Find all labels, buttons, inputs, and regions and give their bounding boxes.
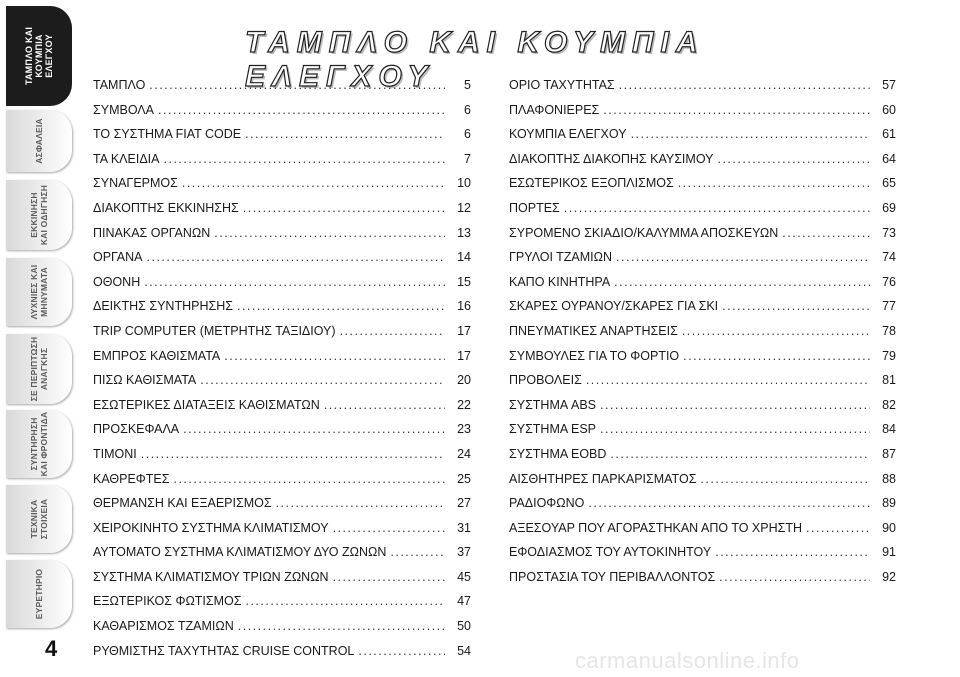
toc-entry: ΕΦΟΔΙΑΣΜΟΣ ΤΟΥ ΑΥΤΟΚΙΝΗΤΟΥ	[509, 545, 712, 560]
toc-page-number: 6	[464, 102, 471, 117]
toc-row[interactable]	[509, 521, 896, 546]
toc-entry: ΠΟΡΤΕΣ	[509, 200, 560, 215]
toc-entry: ΣΥΣΤΗΜΑ ESP	[509, 422, 596, 437]
toc-page-number: 50	[457, 619, 471, 634]
toc-page-number: 82	[882, 397, 896, 412]
toc-leader-dots	[614, 275, 870, 289]
toc-leader-dots	[616, 250, 870, 264]
toc-row[interactable]	[93, 152, 471, 177]
toc-row[interactable]	[509, 127, 896, 152]
toc-page-number: 16	[457, 299, 471, 314]
toc-leader-dots	[173, 472, 445, 486]
toc-page-number: 45	[457, 569, 471, 584]
toc-entry: ΣΚΑΡΕΣ ΟΥΡΑΝΟΥ/ΣΚΑΡΕΣ ΓΙΑ ΣΚΙ	[509, 299, 719, 314]
toc-page-number: 87	[882, 446, 896, 461]
toc-row[interactable]	[509, 324, 896, 349]
page-title: ΤΑΜΠΛΟ ΚΑΙ ΚΟΥΜΠΙΑ ΕΛΕΓΧΟΥ	[245, 26, 704, 93]
toc-page-number: 54	[457, 643, 471, 658]
tab-label: ΣΥΝΤΗΡΗΣΗ ΚΑΙ ΦΡΟΝΤΙΔΑ	[29, 411, 49, 477]
toc-page-number: 77	[882, 299, 896, 314]
toc-page-number: 78	[882, 323, 896, 338]
toc-row[interactable]	[509, 299, 896, 324]
toc-row[interactable]	[93, 201, 471, 226]
toc-row[interactable]	[509, 422, 896, 447]
toc-page-number: 23	[457, 422, 471, 437]
toc-entry: ΑΥΤΟΜΑΤΟ ΣΥΣΤΗΜΑ ΚΛΙΜΑΤΙΣΜΟΥ ΔΥΟ ΖΩΝΩΝ	[93, 545, 387, 560]
toc-row[interactable]	[93, 398, 471, 423]
toc-right-column	[509, 78, 896, 594]
toc-entry: ΣΥΡΟΜΕΝΟ ΣΚΙΑΔΙΟ/ΚΑΛΥΜΜΑ ΑΠΟΣΚΕΥΩΝ	[509, 225, 779, 240]
toc-entry: ΠΙΝΑΚΑΣ ΟΡΓΑΝΩΝ	[93, 225, 211, 240]
toc-leader-dots	[183, 422, 445, 436]
toc-leader-dots	[214, 226, 445, 240]
toc-leader-dots	[715, 545, 870, 559]
tab-lights-messages[interactable]	[6, 258, 72, 326]
toc-row[interactable]	[93, 275, 471, 300]
toc-row[interactable]	[93, 472, 471, 497]
toc-row[interactable]	[509, 275, 896, 300]
toc-page-number: 13	[457, 225, 471, 240]
toc-entry: ΔΕΙΚΤΗΣ ΣΥΝΤΗΡΗΣΗΣ	[93, 299, 233, 314]
toc-leader-dots	[588, 496, 870, 510]
toc-page-number: 37	[457, 545, 471, 560]
toc-entry: ΣΥΜΒΟΥΛΕΣ ΓΙΑ ΤΟ ΦΟΡΤΙΟ	[509, 348, 680, 363]
toc-leader-dots	[243, 201, 445, 215]
toc-leader-dots	[619, 78, 870, 92]
toc-leader-dots	[390, 545, 445, 559]
tab-label: ΑΣΦΑΛΕΙΑ	[34, 118, 44, 164]
toc-entry: ΕΣΩΤΕΡΙΚΟΣ ΕΞΟΠΛΙΣΜΟΣ	[509, 176, 674, 191]
toc-row[interactable]	[93, 619, 471, 644]
toc-leader-dots	[358, 644, 445, 658]
toc-row[interactable]	[93, 103, 471, 128]
toc-row[interactable]	[93, 545, 471, 570]
toc-leader-dots	[324, 398, 445, 412]
toc-entry: ΕΣΩΤΕΡΙΚΕΣ ΔΙΑΤΑΞΕΙΣ ΚΑΘΙΣΜΑΤΩΝ	[93, 397, 320, 412]
toc-row[interactable]	[509, 496, 896, 521]
toc-entry: ΟΡΓΑΝΑ	[93, 250, 143, 265]
toc-entry: ΠΙΣΩ ΚΑΘΙΣΜΑΤΑ	[93, 373, 197, 388]
toc-page-number: 6	[464, 127, 471, 142]
tab-safety[interactable]	[6, 110, 72, 172]
toc-row[interactable]	[93, 422, 471, 447]
tab-dashboard-controls[interactable]	[6, 6, 72, 106]
toc-entry: ΣΥΣΤΗΜΑ EOBD	[509, 446, 607, 461]
toc-entry: ΠΡΟΣΚΕΦΑΛΑ	[93, 422, 180, 437]
toc-row[interactable]	[509, 78, 896, 103]
toc-leader-dots	[782, 226, 870, 240]
toc-leader-dots	[158, 103, 445, 117]
toc-leader-dots	[224, 349, 445, 363]
toc-entry: ΤΑ ΚΛΕΙΔΙΑ	[93, 151, 160, 166]
toc-leader-dots	[722, 299, 870, 313]
toc-page-number: 47	[457, 594, 471, 609]
toc-leader-dots	[564, 201, 870, 215]
page-number: 4	[45, 636, 58, 661]
toc-page-number: 24	[457, 446, 471, 461]
tab-maintenance[interactable]	[6, 410, 72, 478]
toc-leader-dots	[237, 299, 445, 313]
toc-row[interactable]	[93, 644, 471, 669]
toc-row[interactable]	[509, 472, 896, 497]
toc-page-number: 27	[457, 496, 471, 511]
toc-entry: ΕΜΠΡΟΣ ΚΑΘΙΣΜΑΤΑ	[93, 348, 221, 363]
toc-entry: ΔΙΑΚΟΠΤΗΣ ΕΚΚΙΝΗΣΗΣ	[93, 200, 239, 215]
toc-entry: ΑΞΕΣΟΥΑΡ ΠΟΥ ΑΓΟΡΑΣΤΗΚΑΝ ΑΠΟ ΤΟ ΧΡΗΣΤΗ	[509, 520, 803, 535]
toc-leader-dots	[200, 373, 445, 387]
tab-emergency[interactable]	[6, 334, 72, 404]
toc-entry: ΣΥΝΑΓΕΡΜΟΣ	[93, 176, 178, 191]
toc-page-number: 91	[882, 545, 896, 560]
toc-page-number: 22	[457, 397, 471, 412]
toc-leader-dots	[333, 521, 445, 535]
toc-row[interactable]	[509, 570, 896, 595]
toc-entry: ΓΡΥΛΟΙ ΤΖΑΜΙΩΝ	[509, 250, 613, 265]
toc-page-number: 14	[457, 250, 471, 265]
toc-entry: ΔΙΑΚΟΠΤΗΣ ΔΙΑΚΟΠΗΣ ΚΑΥΣΙΜΟΥ	[509, 151, 714, 166]
toc-leader-dots	[719, 570, 870, 584]
toc-leader-dots	[238, 619, 445, 633]
toc-leader-dots	[245, 594, 445, 608]
toc-page-number: 10	[457, 176, 471, 191]
toc-entry: ΡΑΔΙΟΦΩΝΟ	[509, 496, 585, 511]
toc-row[interactable]	[93, 176, 471, 201]
toc-entry: ΠΝΕΥΜΑΤΙΚΕΣ ΑΝΑΡΤΗΣΕΙΣ	[509, 323, 678, 338]
toc-page-number: 89	[882, 496, 896, 511]
toc-entry: ΠΡΟΣΤΑΣΙΑ ΤΟΥ ΠΕΡΙΒΑΛΛΟΝΤΟΣ	[509, 569, 716, 584]
toc-leader-dots	[340, 324, 445, 338]
toc-page-number: 76	[882, 274, 896, 289]
tab-label: ΛΥΧΝΙΕΣ ΚΑΙ ΜΗΝΥΜΑΤΑ	[29, 264, 49, 320]
toc-leader-dots	[333, 570, 445, 584]
toc-row[interactable]	[509, 226, 896, 251]
toc-entry: ΠΡΟΒΟΛΕΙΣ	[509, 373, 582, 388]
toc-page-number: 5	[464, 78, 471, 92]
toc-row[interactable]	[93, 570, 471, 595]
toc-page-number: 61	[882, 127, 896, 142]
toc-entry: ΚΑΘΡΕΦΤΕΣ	[93, 471, 170, 486]
toc-entry: ΣΥΣΤΗΜΑ ABS	[509, 397, 596, 412]
toc-entry: ΚΑΠΟ ΚΙΝΗΤΗΡΑ	[509, 274, 611, 289]
toc-leader-dots	[603, 103, 870, 117]
toc-leader-dots	[610, 447, 870, 461]
toc-leader-dots	[245, 127, 445, 141]
toc-page-number: 79	[882, 348, 896, 363]
toc-page-number: 81	[882, 373, 896, 388]
toc-row[interactable]	[93, 373, 471, 398]
toc-page-number: 92	[882, 569, 896, 584]
toc-entry: ΑΙΣΘΗΤΗΡΕΣ ΠΑΡΚΑΡΙΣΜΑΤΟΣ	[509, 471, 697, 486]
toc-leader-dots	[682, 324, 870, 338]
toc-entry: ΣΥΣΤΗΜΑ ΚΛΙΜΑΤΙΣΜΟΥ ΤΡΙΩΝ ΖΩΝΩΝ	[93, 569, 329, 584]
tab-label: ΤΕΧΝΙΚΑ ΣΤΟΙΧΕΙΑ	[29, 498, 49, 540]
toc-row[interactable]	[93, 521, 471, 546]
toc-leader-dots	[678, 176, 870, 190]
toc-entry: ΚΟΥΜΠΙΑ ΕΛΕΓΧΟΥ	[509, 127, 627, 142]
toc-row[interactable]	[509, 373, 896, 398]
toc-leader-dots	[600, 422, 870, 436]
toc-left-column	[93, 78, 471, 668]
toc-leader-dots	[631, 127, 870, 141]
toc-page-number: 15	[457, 274, 471, 289]
tab-label: ΕΚΚΙΝΗΣΗ ΚΑΙ ΟΔΗΓΗΣΗ	[29, 184, 49, 246]
toc-entry: ΟΘΟΝΗ	[93, 274, 141, 289]
toc-entry: ΤΙΜΟΝΙ	[93, 446, 137, 461]
toc-entry: ΡΥΘΜΙΣΤΗΣ ΤΑΧΥΤΗΤΑΣ CRUISE CONTROL	[93, 643, 355, 658]
chapter-tabs	[0, 0, 80, 677]
tab-starting-driving[interactable]	[6, 180, 72, 250]
toc-row[interactable]	[93, 594, 471, 619]
toc-page-number: 65	[882, 176, 896, 191]
toc-page-number: 60	[882, 102, 896, 117]
toc-entry: ΣΥΜΒΟΛΑ	[93, 102, 154, 117]
toc-row[interactable]	[509, 152, 896, 177]
tab-label: ΣΕ ΠΕΡΙΠΤΩΣΗ ΑΝΑΓΚΗΣ	[29, 336, 49, 402]
toc-page-number: 64	[882, 151, 896, 166]
toc-row[interactable]	[93, 349, 471, 374]
toc-row[interactable]	[93, 324, 471, 349]
toc-leader-dots	[717, 152, 870, 166]
toc-page-number: 12	[457, 200, 471, 215]
toc-leader-dots	[806, 521, 870, 535]
toc-entry: ΠΛΑΦΟΝΙΕΡΕΣ	[509, 102, 600, 117]
watermark: carmanualsonline.info	[575, 648, 800, 673]
toc-row[interactable]	[509, 447, 896, 472]
toc-entry: ΚΑΘΑΡΙΣΜΟΣ ΤΖΑΜΙΩΝ	[93, 619, 234, 634]
toc-row[interactable]	[93, 250, 471, 275]
toc-entry: ΤΑΜΠΛΟ	[93, 78, 146, 92]
toc-leader-dots	[141, 447, 445, 461]
toc-leader-dots	[683, 349, 870, 363]
toc-row[interactable]	[509, 349, 896, 374]
toc-page-number: 57	[882, 78, 896, 92]
toc-page-number: 31	[457, 520, 471, 535]
toc-page-number: 17	[457, 323, 471, 338]
toc-row[interactable]	[93, 127, 471, 152]
toc-row[interactable]	[509, 103, 896, 128]
toc-row[interactable]	[93, 299, 471, 324]
toc-row[interactable]	[509, 398, 896, 423]
toc-leader-dots	[182, 176, 445, 190]
toc-row[interactable]	[93, 496, 471, 521]
toc-row[interactable]	[509, 250, 896, 275]
toc-entry: ΕΞΩΤΕΡΙΚΟΣ ΦΩΤΙΣΜΟΣ	[93, 594, 242, 609]
tab-index[interactable]	[6, 560, 72, 628]
toc-entry: ΘΕΡΜΑΝΣΗ ΚΑΙ ΕΞΑΕΡΙΣΜΟΣ	[93, 496, 272, 511]
tab-technical-data[interactable]	[6, 485, 72, 553]
toc-page-number: 17	[457, 348, 471, 363]
tab-label: ΤΑΜΠΛΟ ΚΑΙ ΚΟΥΜΠΙΑ ΕΛΕΓΧΟΥ	[24, 26, 54, 86]
toc-leader-dots	[147, 250, 446, 264]
toc-page-number: 88	[882, 471, 896, 486]
toc-row[interactable]	[509, 201, 896, 226]
toc-leader-dots	[276, 496, 445, 510]
toc-leader-dots	[700, 472, 870, 486]
tab-label: ΕΥΡΕΤΗΡΙΟ	[34, 568, 44, 620]
toc-entry: TRIP COMPUTER (ΜΕΤΡΗΤΗΣ ΤΑΞΙΔΙΟΥ)	[93, 323, 336, 338]
toc-row[interactable]	[93, 447, 471, 472]
toc-entry: ΤΟ ΣΥΣΤΗΜΑ FIAT CODE	[93, 127, 242, 142]
toc-row[interactable]	[509, 545, 896, 570]
toc-row[interactable]	[93, 78, 471, 103]
toc-page-number: 25	[457, 471, 471, 486]
toc-entry: ΧΕΙΡΟΚΙΝΗΤΟ ΣΥΣΤΗΜΑ ΚΛΙΜΑΤΙΣΜΟΥ	[93, 520, 329, 535]
toc-leader-dots	[149, 78, 445, 92]
toc-leader-dots	[600, 398, 870, 412]
toc-page-number: 69	[882, 200, 896, 215]
toc-entry: ΟΡΙΟ ΤΑΧΥΤΗΤΑΣ	[509, 78, 615, 92]
toc-page-number: 20	[457, 373, 471, 388]
toc-leader-dots	[164, 152, 446, 166]
toc-leader-dots	[586, 373, 870, 387]
toc-page-number: 74	[882, 250, 896, 265]
toc-page-number: 84	[882, 422, 896, 437]
toc-page-number: 73	[882, 225, 896, 240]
toc-page-number: 90	[882, 520, 896, 535]
toc-row[interactable]	[93, 226, 471, 251]
toc-row[interactable]	[509, 176, 896, 201]
toc-page-number: 7	[464, 151, 471, 166]
toc-leader-dots	[144, 275, 445, 289]
